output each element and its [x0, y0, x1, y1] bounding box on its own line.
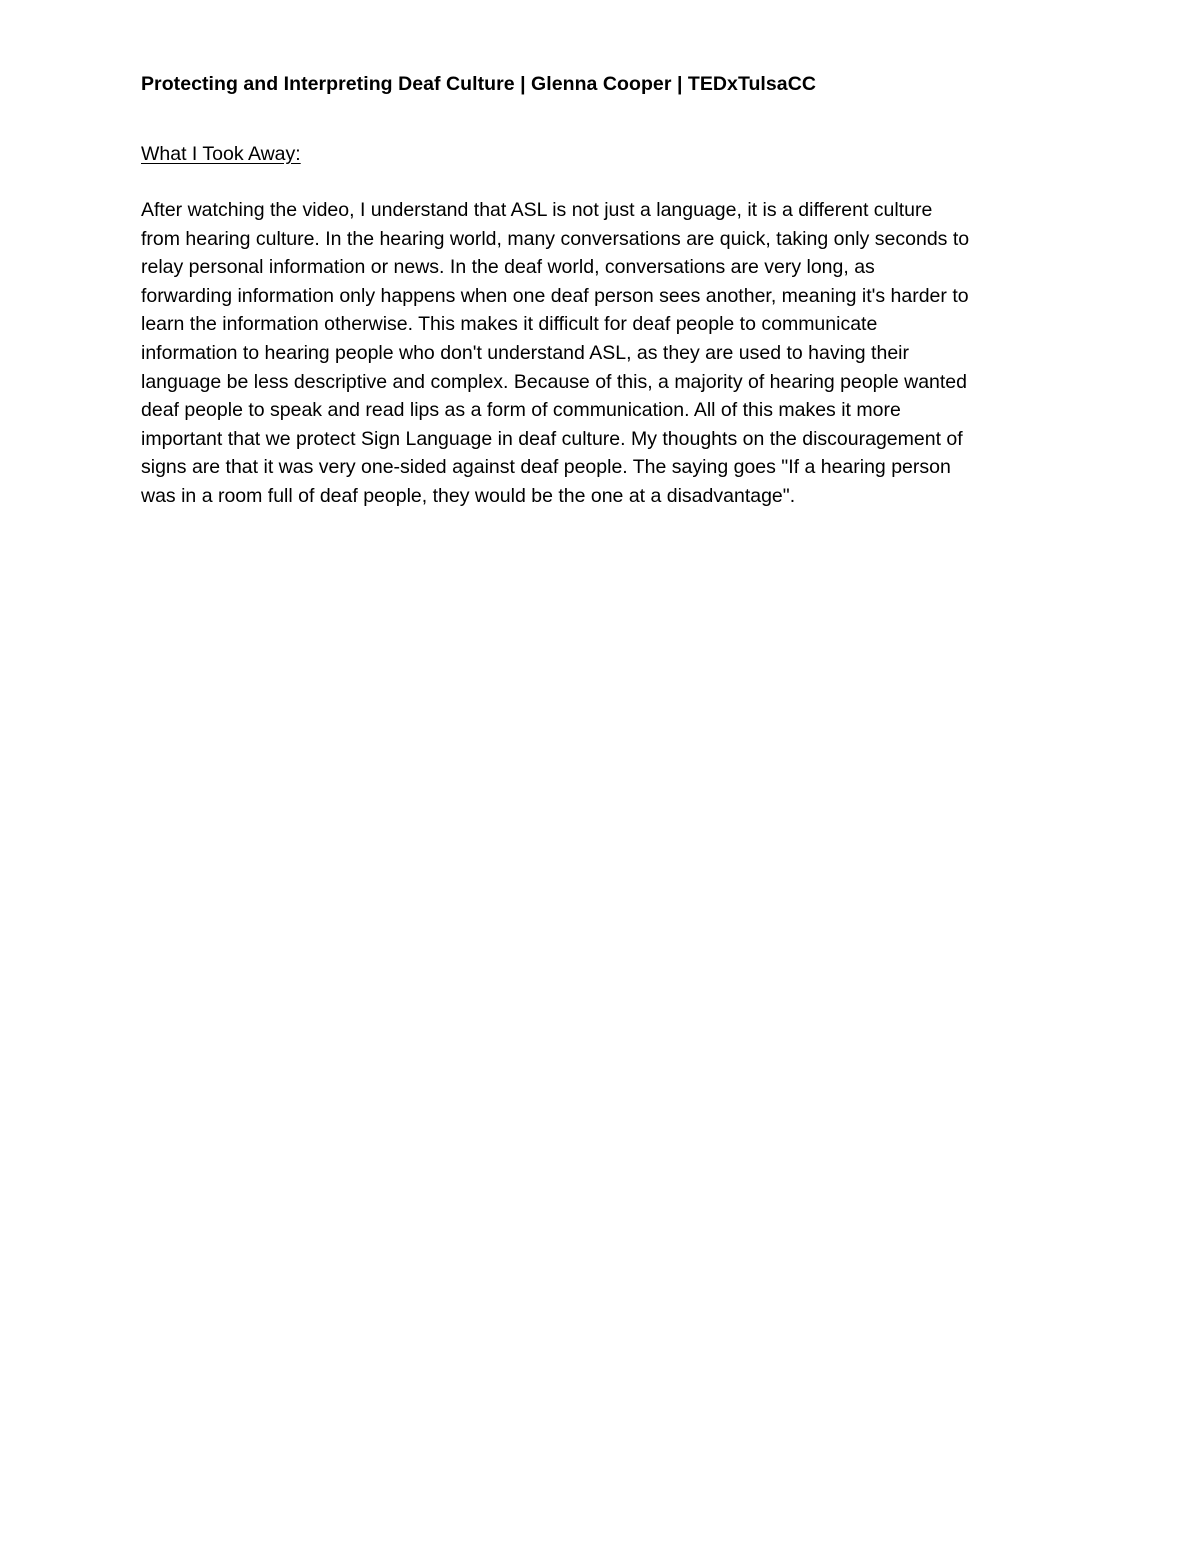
document-title: Protecting and Interpreting Deaf Culture | Glenna Cooper | TEDxTulsaCC — [141, 73, 816, 95]
body-line: After watching the video, I understand that ASL is not just a language, it is a different culture — [141, 199, 933, 221]
body-line: was in a room full of deaf people, they would be the one at a disadvantage". — [141, 484, 796, 507]
body-line: learn the information otherwise. This makes it difficult for deaf people to communicate — [141, 313, 878, 336]
body-line: from hearing culture. In the hearing world, many conversations are quick, taking only seconds to — [141, 227, 970, 250]
document-content — [141, 70, 1076, 511]
body-paragraph — [141, 196, 1076, 511]
body-line: information to hearing people who don't understand ASL, as they are used to having their — [141, 341, 909, 364]
body-line: language be less descriptive and complex. Because of this, a majority of hearing people wanted — [141, 370, 967, 393]
body-line: signs are that it was very one-sided against deaf people. The saying goes "If a hearing person — [141, 456, 951, 479]
body-line: important that we protect Sign Language in deaf culture. My thoughts on the discouragement of — [141, 427, 963, 450]
body-line: forwarding information only happens when one deaf person sees another, meaning it's harder to — [141, 284, 969, 307]
body-line: deaf people to speak and read lips as a form of communication. All of this makes it more — [141, 399, 901, 422]
paragraph-spacer — [141, 168, 1076, 196]
body-line: relay personal information or news. In the deaf world, conversations are very long, as — [141, 256, 875, 279]
section-heading-what-i-took-away: What I Took Away: — [141, 143, 301, 165]
